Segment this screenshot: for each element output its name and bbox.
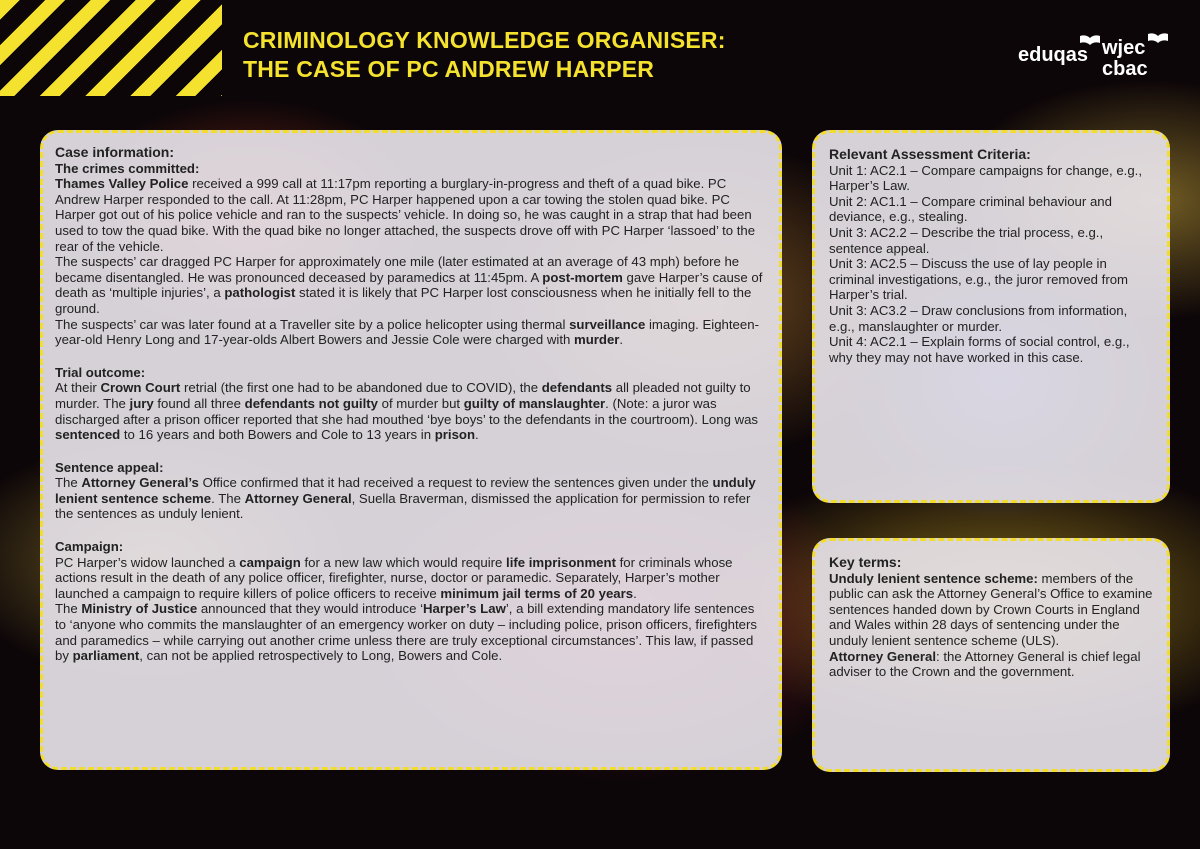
appeal-section bbox=[55, 460, 767, 522]
campaign-heading: Campaign: bbox=[55, 539, 124, 555]
bold-term: defendants bbox=[541, 380, 613, 396]
appeal-paragraph bbox=[55, 475, 767, 522]
crimes-heading: The crimes committed: bbox=[55, 160, 200, 176]
text-run: of murder but bbox=[377, 395, 464, 411]
title-line-2: THE CASE OF PC ANDREW HARPER bbox=[243, 56, 655, 82]
bold-term: Thames Valley Police bbox=[55, 176, 189, 192]
bold-term: Attorney General bbox=[244, 490, 352, 506]
bold-term: pathologist bbox=[224, 285, 296, 301]
campaign-paragraph-2 bbox=[55, 601, 767, 663]
text-run: announced that they would introduce ‘ bbox=[197, 601, 423, 617]
assessment-criteria-panel bbox=[812, 130, 1170, 503]
key-term-definition: members of the public can ask the Attorney General’s Office to examine sentences handed down by Crown Courts in England and Wales within 28 days of sentencing under the unduly lenient sentence scheme (ULS). bbox=[829, 570, 1153, 648]
bold-term: sentenced bbox=[55, 427, 121, 443]
bold-term: Ministry of Justice bbox=[81, 601, 198, 617]
bold-term: campaign bbox=[239, 554, 301, 570]
criteria-item: Unit 3: AC3.2 – Draw conclusions from information, e.g., manslaughter or murder. bbox=[829, 302, 1128, 334]
text-run: . bbox=[475, 427, 479, 443]
bold-term: life imprisonment bbox=[506, 554, 616, 570]
text-run: , can not be applied retrospectively to Long, Bowers and Cole. bbox=[139, 648, 503, 664]
bold-term: prison bbox=[434, 427, 476, 443]
text-run: At their bbox=[55, 380, 101, 396]
text-run: found all three bbox=[153, 395, 245, 411]
eduqas-logo: eduqas bbox=[1018, 44, 1089, 66]
bold-term: post-mortem bbox=[542, 269, 623, 285]
text-run: Office confirmed that it had received a request to review the sentences given under the bbox=[198, 475, 713, 491]
bold-term: murder bbox=[573, 332, 620, 348]
criteria-item: Unit 3: AC2.5 – Discuss the use of lay people in criminal investigations, e.g., the juror removed from Harper’s trial. bbox=[829, 256, 1129, 303]
text-run: . (Note: a juror was discharged after a prison officer reported that she had mouthed ‘bye boys’ to the defendants in the courtroom). Long was bbox=[55, 395, 759, 427]
criteria-item: Unit 1: AC2.1 – Compare campaigns for change, e.g., Harper’s Law. bbox=[829, 162, 1143, 194]
key-term-definition: : the Attorney General is chief legal adviser to the Crown and the government. bbox=[829, 648, 1141, 680]
text-run: stated it is likely that PC Harper lost consciousness when he initially fell to the ground. bbox=[55, 285, 752, 316]
bold-term: Crown Court bbox=[100, 380, 181, 396]
text-run: for a new law which would require bbox=[300, 554, 507, 570]
crimes-paragraph-2 bbox=[55, 254, 767, 316]
trial-paragraph bbox=[55, 380, 767, 442]
bold-term: jury bbox=[129, 395, 154, 411]
text-run: The suspects’ car was later found at a Traveller site by a police helicopter using thermal bbox=[55, 316, 570, 332]
crimes-paragraph-1 bbox=[55, 176, 767, 254]
text-run: received a 999 call at 11:17pm reporting a burglary-in-progress and theft of a quad bike. PC Andrew Harper responded to the call. At 11:28pm, PC Harper happened upon a car towing the stolen quad bike. PC Harper got out of his police vehicle and ran to the suspects’ vehicle. In doing so, he was caught in a strap that had been used to tow the quad bike. With the quad bike no longer attached, the suspects drove off with PC Harper ‘lassoed’ to the rear of the vehicle. bbox=[55, 176, 756, 254]
bold-term: defendants not guilty bbox=[244, 395, 378, 411]
text-run: for criminals whose actions result in the death of any police officer, firefighter, nurse, doctor or paramedic. Separately, Harper’s mother launched a campaign to require killers of police officers to receive bbox=[55, 554, 733, 601]
text-run: The bbox=[55, 475, 82, 491]
bold-term: parliament bbox=[72, 648, 140, 664]
bold-term: unduly lenient sentence scheme bbox=[55, 475, 756, 506]
hazard-stripes bbox=[0, 0, 222, 96]
text-run: . The bbox=[211, 490, 245, 506]
criteria-item: Unit 2: AC1.1 – Compare criminal behaviour and deviance, e.g., stealing. bbox=[829, 193, 1112, 225]
crimes-paragraph-3 bbox=[55, 317, 767, 348]
key-term-item bbox=[829, 649, 1153, 680]
appeal-heading: Sentence appeal: bbox=[55, 459, 164, 475]
page-title bbox=[243, 26, 726, 84]
campaign-section bbox=[55, 539, 767, 664]
cbac-logo: cbac bbox=[1102, 58, 1148, 80]
open-book-icon bbox=[1148, 32, 1168, 44]
campaign-paragraph-1 bbox=[55, 555, 767, 602]
key-term: Attorney General bbox=[829, 648, 936, 664]
key-terms-heading: Key terms: bbox=[829, 554, 902, 570]
bold-term: Attorney General’s bbox=[81, 475, 199, 491]
trial-section bbox=[55, 365, 767, 443]
wjec-logo: wjec bbox=[1102, 37, 1146, 59]
text-run: all pleaded not guilty to murder. The bbox=[55, 380, 751, 411]
title-line-1: CRIMINOLOGY KNOWLEDGE ORGANISER: bbox=[243, 27, 726, 53]
logos bbox=[1018, 32, 1178, 88]
criteria-item: Unit 3: AC2.2 – Describe the trial process, e.g., sentence appeal. bbox=[829, 224, 1104, 256]
key-term: Unduly lenient sentence scheme: bbox=[829, 570, 1038, 586]
text-run: . bbox=[633, 585, 637, 601]
text-run: retrial (the first one had to be abandoned due to COVID), the bbox=[180, 380, 542, 396]
bold-term: Harper’s Law bbox=[423, 601, 506, 617]
text-run: to 16 years and both Bowers and Cole to 13 years in bbox=[120, 427, 435, 443]
text-run: ’, a bill extending mandatory life sentences to ‘anyone who commits the manslaughter of an emergency worker on duty – including police, prison officers, firefighters and paramedics – while carrying out another crime unless there are truly exceptional circumstances’. This law, if passed by bbox=[55, 601, 757, 664]
bold-term: minimum jail terms of 20 years bbox=[440, 585, 634, 601]
key-term-item bbox=[829, 571, 1153, 649]
text-run: . bbox=[619, 332, 624, 348]
trial-heading: Trial outcome: bbox=[55, 364, 146, 380]
key-terms-panel bbox=[812, 538, 1170, 772]
case-information-heading: Case information: bbox=[55, 144, 175, 160]
crimes-section bbox=[55, 161, 767, 348]
text-run: PC Harper’s widow launched a bbox=[55, 554, 240, 570]
text-run: imaging. Eighteen-year-old Henry Long and 17-year-olds Albert Bowers and Jessie Cole were charged with bbox=[55, 316, 759, 348]
bold-term: guilty of manslaughter bbox=[463, 395, 606, 411]
text-run: gave Harper’s cause of death as ‘multiple injuries’, a bbox=[55, 269, 763, 301]
bold-term: surveillance bbox=[569, 316, 646, 332]
text-run: The bbox=[55, 601, 82, 617]
text-run: The suspects’ car dragged PC Harper for approximately one mile (later estimated at an average of 43 mph) before he became disentangled. He was pronounced deceased by paramedics at 11:45pm. A bbox=[55, 254, 740, 285]
assessment-criteria-heading: Relevant Assessment Criteria: bbox=[829, 146, 1031, 162]
text-run: , Suella Braverman, dismissed the application for permission to refer the sentences as unduly lenient. bbox=[55, 490, 751, 522]
criteria-item: Unit 4: AC2.1 – Explain forms of social control, e.g., why they may not have worked in this case. bbox=[829, 334, 1130, 365]
case-information-panel bbox=[40, 130, 782, 770]
